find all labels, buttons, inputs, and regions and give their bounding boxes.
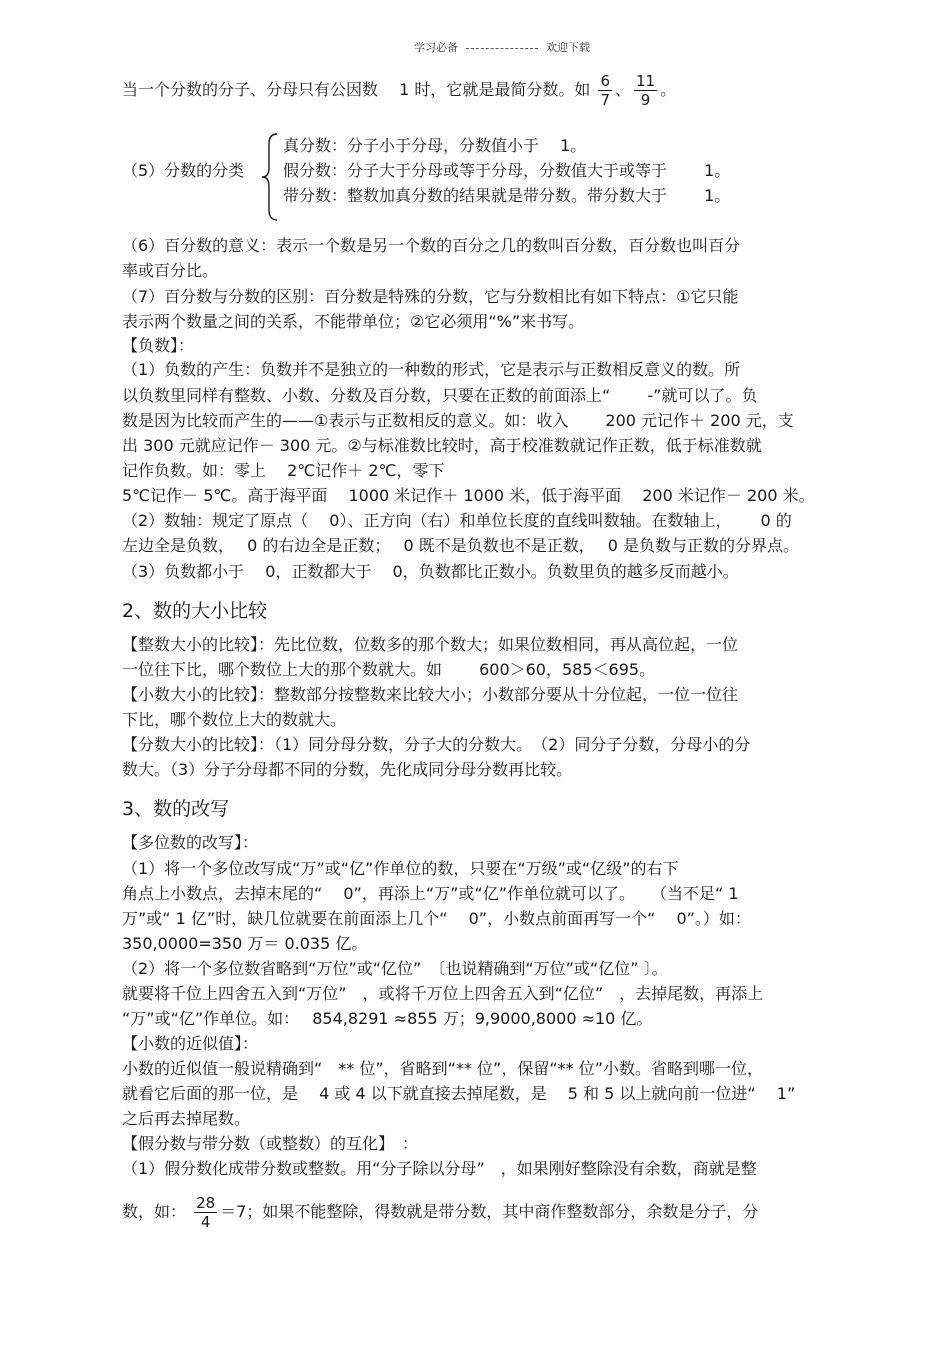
text-line: （2）将一个多位数省略到“万位”或“亿位” 〔也说精确到“万位”或“亿位” 〕。 xyxy=(122,959,668,978)
denominator: 9 xyxy=(640,91,651,109)
fraction-11-9 xyxy=(634,72,657,109)
class-proper-fraction: 真分数：分子小于分母，分数值小于 1。 xyxy=(283,136,587,155)
text-line: 数大。（3）分子分母都不同的分数，先化成同分母分数再比较。 xyxy=(122,760,573,779)
text-line: 下比，哪个数位上大的数就大。 xyxy=(122,710,347,729)
text-line: 【分数大小的比较】：（1）同分母分数，分子大的分数大。 （2）同分子分数，分母小的分 xyxy=(122,735,751,754)
text-line: 就要将千位上四舍五入到“万位” ，或将千万位上四舍五入到“亿位” ，去掉尾数，再添上 xyxy=(122,984,764,1003)
section-2-heading: 2、数的大小比较 xyxy=(122,600,268,622)
text-line: 【小数的近似值】： xyxy=(122,1034,259,1053)
separator: 、 xyxy=(615,80,632,99)
fraction-6-7 xyxy=(598,72,612,109)
class-mixed-number: 带分数：整数加真分数的结果就是带分数。带分数大于 1。 xyxy=(283,186,731,205)
text-line: 350,0000=350 万＝ 0.035 亿。 xyxy=(122,934,368,953)
text-line: （1）假分数化成带分数或整数。用“分子除以分母” ，如果刚好整除没有余数，商就是整 xyxy=(122,1159,757,1178)
fraction-example-line xyxy=(122,1194,758,1231)
section-3-heading: 3、数的改写 xyxy=(122,798,230,820)
example-suffix: ＝7；如果不能整除，得数就是带分数，其中商作整数部分，余数是分子，分 xyxy=(220,1202,759,1221)
text-line: 5℃记作－ 5℃。高于海平面 1000 米记作＋ 1000 米，低于海平面 200 米记作－ 200 米。 xyxy=(122,486,815,505)
text-line: （3）负数都小于 0，正数都大于 0，负数都比正数小。负数里负的越多反而越小。 xyxy=(122,562,739,581)
numerator: 11 xyxy=(636,72,656,90)
simplest-text: 当一个分数的分子、分母只有公因数 1 时，它就是最简分数。如 xyxy=(122,80,591,99)
class-improper-fraction: 假分数：分子大于分母或等于分母，分数值大于或等于 1。 xyxy=(283,161,731,180)
text-line: 【多位数的改写】： xyxy=(122,833,259,852)
text-line: 【假分数与带分数（或整数）的互化】 ： xyxy=(122,1134,419,1153)
text-line: 表示两个数量之间的关系，不能带单位；②它必须用“%”来书写。 xyxy=(122,312,585,331)
text-line: （1）将一个多位改写成“万”或“亿”作单位的数，只要在“万级”或“亿级”的右下 xyxy=(122,859,679,878)
page-header xyxy=(414,39,590,55)
text-line: 万”或“ 1 亿”时，缺几位就要在前面添上几个“ 0”，小数点前面再写一个“ 0”。）如： xyxy=(122,909,751,928)
curly-brace-icon xyxy=(260,132,280,222)
text-line: 【整数大小的比较】：先比位数，位数多的那个数大；如果位数相同，再从高位起，一位 xyxy=(122,635,739,654)
text-line: 记作负数。如：零上 2℃记作＋ 2℃，零下 xyxy=(122,461,445,480)
denominator: 7 xyxy=(600,91,610,109)
text-line: 角点上小数点，去掉末尾的“ 0”，再添上“万”或“亿”作单位就可以了。 （当不足“ 1 xyxy=(122,884,739,903)
header-divider xyxy=(466,48,538,49)
text-line: 【小数大小的比较】：整数部分按整数来比较大小；小数部分要从十分位起，一位一位往 xyxy=(122,685,739,704)
classify-label: （5）分数的分类 xyxy=(122,161,245,180)
text-line: “万”或“亿”作单位。如： 854,8291 ≈855 万；9,9000,8000 ≈10 亿。 xyxy=(122,1009,653,1028)
text-line: 一位往下比，哪个数位上大的那个数就大。如 600＞60，585＜695。 xyxy=(122,660,656,679)
fraction-28-4 xyxy=(194,1194,217,1231)
text-line: 出 300 元就应记作－ 300 元。②与标准数比较时，高于校准数就记作正数，低于标准数就 xyxy=(122,436,762,455)
text-line: （7）百分数与分数的区别：百分数是特殊的分数，它与分数相比有如下特点：①它只能 xyxy=(122,287,739,306)
example-prefix: 数，如： xyxy=(122,1202,187,1221)
text-line: （1）负数的产生：负数并不是独立的一种数的形式，它是表示与正数相反意义的数。所 xyxy=(122,360,741,379)
text-line: （2）数轴：规定了原点（ 0）、正方向（右）和单位长度的直线叫数轴。在数轴上， 0 的 xyxy=(122,511,792,530)
negative-heading: 【负数】： xyxy=(122,336,195,355)
header-right: 欢迎下载 xyxy=(546,41,590,54)
header-left: 学习必备 xyxy=(414,41,458,54)
numerator: 6 xyxy=(600,72,610,90)
text-line: 率或百分比。 xyxy=(122,261,219,280)
text-line: 小数的近似值一般说精确到“ ** 位”，省略到“** 位”，保留“** 位”小数。省略到哪一位， xyxy=(122,1059,763,1078)
simplest-fraction-line xyxy=(122,72,676,109)
denominator: 4 xyxy=(200,1213,211,1231)
text-line: 就看它后面的那一位，是 4 或 4 以下就直接去掉尾数，是 5 和 5 以上就向前一位进“ 1” xyxy=(122,1084,796,1103)
period: 。 xyxy=(660,80,677,99)
text-line: 之后再去掉尾数。 xyxy=(122,1109,251,1128)
numerator: 28 xyxy=(196,1194,216,1212)
text-line: 左边全是负数， 0 的右边全是正数； 0 既不是负数也不是正数， 0 是负数与正数的分界点。 xyxy=(122,536,800,555)
text-line: 以负数里同样有整数、小数、分数及百分数，只要在正数的前面添上“ -”就可以了。负 xyxy=(122,386,758,405)
text-line: （6）百分数的意义：表示一个数是另一个数的百分之几的数叫百分数，百分数也叫百分 xyxy=(122,236,741,255)
text-line: 数是因为比较而产生的——①表示与正数相反的意义。如：收入 200 元记作＋ 200 元，支 xyxy=(122,411,794,430)
